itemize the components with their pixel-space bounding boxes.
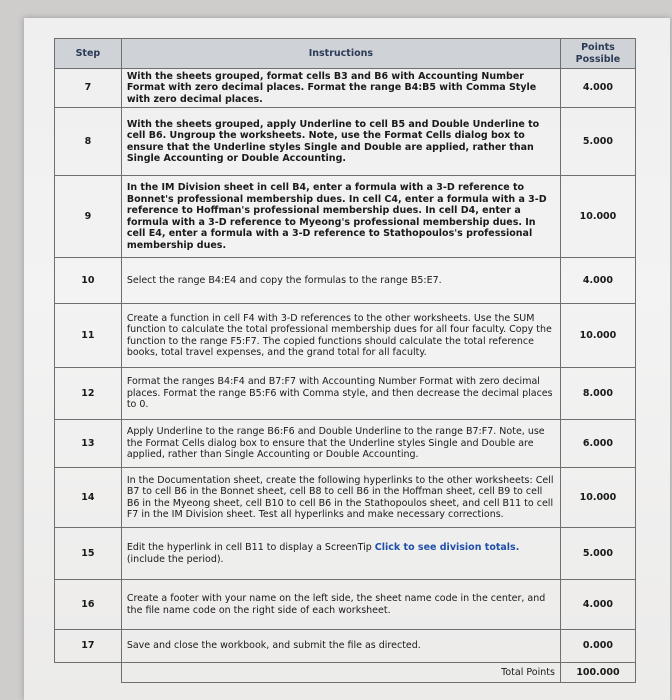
instruction-text: Select the range B4:E4 and copy the formulas to the range B5:E7.: [121, 258, 560, 304]
total-spacer: [55, 663, 122, 683]
step-number: 17: [55, 630, 122, 663]
step-number: 7: [55, 69, 122, 108]
step-number: 12: [55, 368, 122, 420]
table-row: [55, 468, 636, 528]
step-number: 14: [55, 468, 122, 528]
step-number: 10: [55, 258, 122, 304]
points-value: 5.000: [560, 528, 635, 580]
screentip-text: Click to see division totals.: [374, 542, 520, 553]
table-row: [55, 528, 636, 580]
total-label: Total Points: [121, 663, 560, 683]
table-row: [55, 108, 636, 176]
points-value: 4.000: [560, 580, 635, 630]
points-value: 10.000: [560, 176, 635, 258]
instruction-text: In the IM Division sheet in cell B4, enter a formula with a 3-D reference to Bonnet's professional membership dues. In cell C4, enter a formula with a 3-D reference to Hoffman's professional membership dues. In cell D4, enter a formula with a 3-D reference to Myeong's professional membership dues. In cell E4, enter a formula with a 3-D reference to Stathopoulos's professional membership dues.: [121, 176, 560, 258]
table-row: [55, 258, 636, 304]
instruction-text: Create a footer with your name on the left side, the sheet name code in the center, and the file name code on the right side of each worksheet.: [121, 580, 560, 630]
table-row: [55, 304, 636, 368]
instruction-text: With the sheets grouped, apply Underline to cell B5 and Double Underline to cell B6. Ungroup the worksheets. Note, use the Format Cells dialog box to ensure that the Underline styles Single and Double are applied, rather than Single Accounting or Double Accounting.: [121, 108, 560, 176]
instruction-text: Format the ranges B4:F4 and B7:F7 with Accounting Number Format with zero decimal places. Format the range B5:F6 with Comma style, and then decrease the decimal places to 0.: [121, 368, 560, 420]
instruction-text-post: (include the period).: [126, 553, 224, 565]
instruction-text: [121, 528, 560, 580]
points-value: 10.000: [560, 468, 635, 528]
table-row: [55, 69, 636, 108]
grading-table: [54, 38, 636, 683]
instructions-header: Instructions: [121, 39, 560, 69]
total-value: 100.000: [560, 663, 635, 683]
points-value: 5.000: [560, 108, 635, 176]
step-number: 11: [55, 304, 122, 368]
header-row: [55, 39, 636, 69]
points-value: 6.000: [560, 420, 635, 468]
table-row: [55, 176, 636, 258]
document-page: [24, 18, 670, 700]
table-row: [55, 368, 636, 420]
step-number: 13: [55, 420, 122, 468]
step-number: 16: [55, 580, 122, 630]
points-value: 4.000: [560, 258, 635, 304]
instruction-text: In the Documentation sheet, create the following hyperlinks to the other worksheets: Cell B7 to cell B6 in the Bonnet sheet, cell B8 to cell B6 in the Hoffman sheet, cell B9 to cell B6 in the Myeong sheet, cell B10 to cell B6 in the Stathopoulos sheet, and cell B11 to cell F7 in the IM Division sheet. Test all hyperlinks and make necessary corrections.: [121, 468, 560, 528]
points-value: 0.000: [560, 630, 635, 663]
points-value: 4.000: [560, 69, 635, 108]
instruction-text: Apply Underline to the range B6:F6 and Double Underline to the range B7:F7. Note, use the Format Cells dialog box to ensure that the Underline styles Single and Double are applied, rather than Single Accounting or Double Accounting.: [121, 420, 560, 468]
instruction-text: Save and close the workbook, and submit the file as directed.: [121, 630, 560, 663]
points-header: Points Possible: [560, 39, 635, 69]
instruction-text: Create a function in cell F4 with 3-D references to the other worksheets. Use the SUM function to calculate the total professional membership dues for all four faculty. Copy the function to the range F5:F7. The copied functions should calculate the total reference books, total travel expenses, and the grand total for all faculty.: [121, 304, 560, 368]
instruction-text-pre: Edit the hyperlink in cell B11 to display a ScreenTip: [126, 542, 375, 553]
points-value: 10.000: [560, 304, 635, 368]
step-number: 8: [55, 108, 122, 176]
total-row: [55, 663, 636, 683]
table-row: [55, 630, 636, 663]
step-number: 15: [55, 528, 122, 580]
instruction-text: With the sheets grouped, format cells B3 and B6 with Accounting Number Format with zero decimal places. Format the range B4:B5 with Comma Style with zero decimal places.: [121, 69, 560, 108]
points-value: 8.000: [560, 368, 635, 420]
step-number: 9: [55, 176, 122, 258]
step-header: Step: [55, 39, 122, 69]
table-row: [55, 580, 636, 630]
table-row: [55, 420, 636, 468]
